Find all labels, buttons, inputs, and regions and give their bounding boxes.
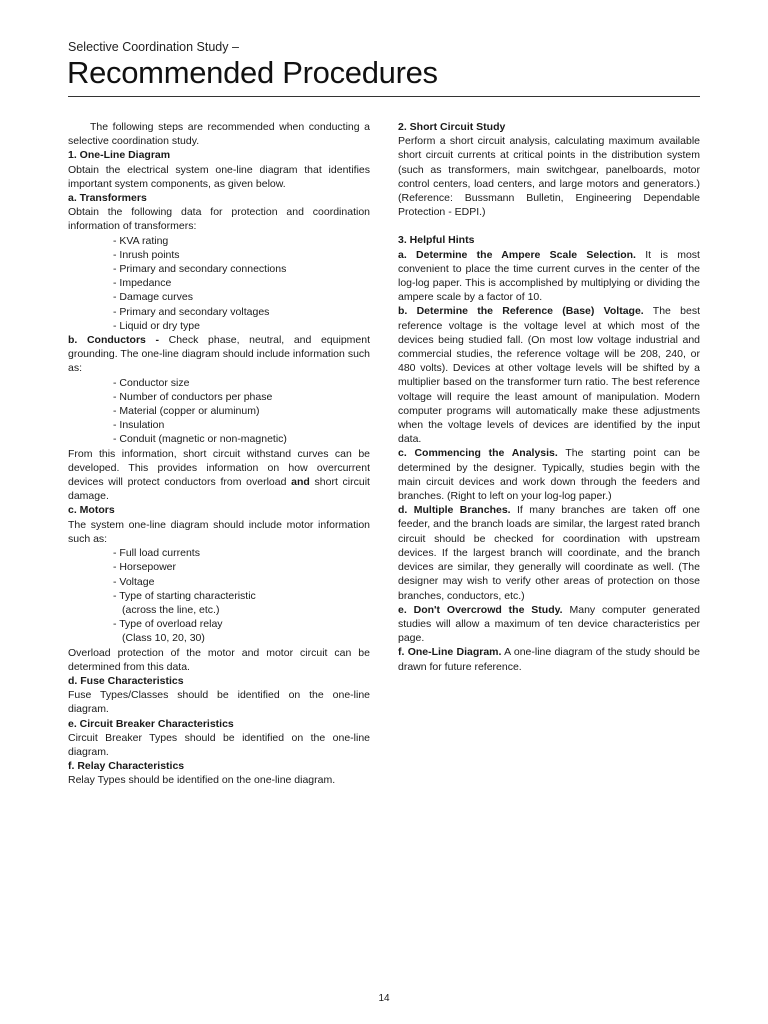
list-item: - Damage curves — [113, 291, 193, 304]
list-item: - Horsepower — [113, 561, 177, 574]
list-item: - Primary and secondary connections — [113, 263, 287, 276]
list-item: - Primary and secondary voltages — [113, 305, 270, 318]
conductors-after-bold: and — [291, 476, 310, 489]
hint-e — [398, 603, 700, 646]
list-item-sub: (Class 10, 20, 30) — [122, 632, 205, 645]
page-title: Recommended Procedures — [67, 55, 438, 90]
hint-c — [398, 446, 700, 503]
hint-d-heading: d. Multiple Branches. — [398, 504, 511, 517]
conductors-after-text-end: short circuit damage. — [68, 476, 370, 503]
hint-e-heading: e. Don't Overcrowd the Study. — [398, 603, 563, 616]
transformers-text: Obtain the following data for protection and coordination information of transformers: — [68, 206, 370, 233]
conductors-paragraph — [68, 333, 370, 376]
motors-list — [68, 546, 370, 645]
motors-text: The system one-line diagram should include motor information such as: — [68, 518, 370, 545]
hint-a — [398, 248, 700, 305]
hint-f-text: A one-line diagram of the study should be drawn for future reference. — [398, 646, 700, 673]
page-number: 14 — [378, 993, 390, 1004]
list-item: - Conduit (magnetic or non-magnetic) — [113, 433, 287, 446]
conductors-list — [68, 376, 370, 447]
list-item: - Liquid or dry type — [113, 319, 200, 332]
fuse-heading: d. Fuse Characteristics — [68, 674, 184, 687]
conductors-text: Check phase, neutral, and equipment grounding. The one-line diagram should include information such as: — [68, 334, 370, 375]
conductors-after-text: From this information, short circuit withstand curves can be developed. This provides information on how overcurrent devices will protect conductors from overload — [68, 447, 370, 489]
transformers-list — [68, 234, 370, 333]
transformers-heading: a. Transformers — [68, 192, 147, 205]
hint-a-text: It is most convenient to place the time current curves in the center of the log-log paper. This is accomplished by multiplying or dividing the ampere scale by a factor of 10. — [398, 248, 700, 304]
hint-c-text: The starting point can be determined by the designer. Typically, studies begin with the main circuit devices and work down through the feeders and branches. (Right to left on your log-log paper.) — [398, 447, 700, 503]
list-item: - Insulation — [113, 419, 165, 432]
section-3-heading: 3. Helpful Hints — [398, 234, 475, 247]
list-item: - Full load currents — [113, 547, 200, 560]
spacer — [398, 219, 700, 233]
list-item: - KVA rating — [113, 234, 169, 247]
motors-after-text: Overload protection of the motor and motor circuit can be determined from this data. — [68, 646, 370, 673]
hint-f — [398, 645, 700, 673]
list-item: - Impedance — [113, 277, 172, 290]
hint-b-heading: b. Determine the Reference (Base) Voltage. — [398, 305, 644, 318]
relay-text: Relay Types should be identified on the one-line diagram. — [68, 774, 336, 787]
relay-heading: f. Relay Characteristics — [68, 760, 185, 773]
right-column — [398, 120, 700, 674]
section-2-text: Perform a short circuit analysis, calculating maximum available short circuit currents at critical points in the distribution system (such as transformers, main switchgear, panelboards, motor control centers, load centers, and large motors and generators.) (Reference: Bussmann Bulletin, Engineering Dependable Protection - EDPI.) — [398, 135, 700, 219]
breaker-text: Circuit Breaker Types should be identified on the one-line diagram. — [68, 731, 370, 758]
left-column — [68, 120, 370, 788]
list-item: - Material (copper or aluminum) — [113, 405, 260, 418]
list-item: - Conductor size — [113, 376, 190, 389]
list-item: - Type of overload relay — [113, 618, 223, 631]
fuse-text: Fuse Types/Classes should be identified on the one-line diagram. — [68, 689, 370, 716]
list-item: - Voltage — [113, 575, 155, 588]
section-1-heading: 1. One-Line Diagram — [68, 149, 171, 162]
hint-e-text: Many computer generated studies will allow a maximum of ten device characteristics per page. — [398, 603, 700, 645]
list-item: - Inrush points — [113, 248, 180, 261]
hint-b-text: The best reference voltage is the voltage level at which most of the devices being studied fall. (On most low voltage industrial and commercial studies, the reference voltage will be 208, 240, or 480 volts). Devices at other voltage levels will be shifted by a multiplier based on the transformer turn ratio. The best reference voltage will require the least amount of manipulation. Modern computer programs will automatically make these adjustments when the voltage levels of devices are identified by the input data. — [398, 305, 701, 446]
header-rule — [68, 96, 700, 97]
breaker-heading: e. Circuit Breaker Characteristics — [68, 717, 234, 730]
hint-f-heading: f. One-Line Diagram. — [398, 646, 502, 659]
hint-d — [398, 503, 700, 602]
conductors-heading: b. Conductors - — [68, 334, 159, 347]
conductors-after-paragraph — [68, 447, 370, 504]
intro-paragraph: The following steps are recommended when conducting a selective coordination study. — [68, 121, 370, 148]
section-2-heading: 2. Short Circuit Study — [398, 121, 506, 133]
hint-a-heading: a. Determine the Ampere Scale Selection. — [398, 248, 636, 261]
list-item-sub: (across the line, etc.) — [122, 603, 220, 616]
page-subtitle: Selective Coordination Study – — [68, 40, 239, 54]
hint-b — [398, 304, 700, 446]
list-item: - Type of starting characteristic — [113, 589, 256, 602]
section-1-text: Obtain the electrical system one-line diagram that identifies important system components, as given below. — [68, 163, 370, 190]
list-item: - Number of conductors per phase — [113, 390, 273, 403]
motors-heading: c. Motors — [68, 504, 115, 517]
hint-c-heading: c. Commencing the Analysis. — [398, 447, 558, 460]
hint-d-text: If many branches are taken off one feeder, and the branch loads are similar, the largest rated branch circuit should be checked for coordination with upstream devices. If the largest branch will coordinate, and the branch devices are similar, they generally will coordinate as well. (The designer may wish to verify other areas of protection on those branches, conductors, etc.) — [398, 504, 700, 602]
